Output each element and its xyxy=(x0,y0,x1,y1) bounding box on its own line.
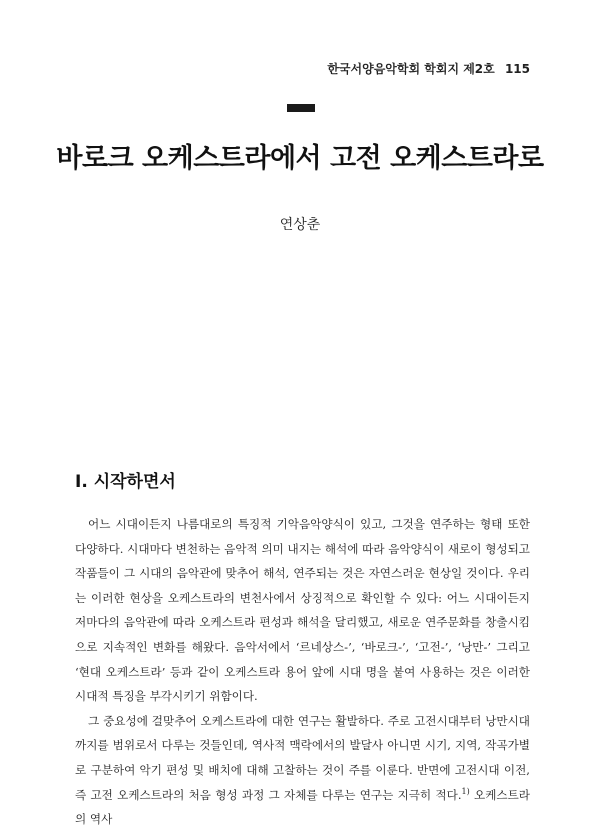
paragraph-2-text: 그 중요성에 걸맞추어 오케스트라에 대한 연구는 활발하다. 주로 고전시대부터 낭만시대까지를 범위로서 다루는 것들인데, 역사적 맥락에서의 발달사 아니면 시기, 지역, 작곡가별로 구분하여 악기 편성 및 배치에 대해 고찰하는 것이 주를 이룬다. 반면에 고전시대 이전, 즉 고전 오케스트라의 처음 형성 과정 그 자체를 다루는 연구는 지극히 적다. xyxy=(75,713,530,802)
author-name: 연상춘 xyxy=(279,217,321,233)
paragraph-1 xyxy=(75,512,530,709)
section-heading: I. 시작하면서 xyxy=(75,472,176,492)
paragraph-2-continuation: 오케스트라의 역사 xyxy=(75,787,530,827)
footnote-ref[interactable]: 1) xyxy=(461,786,470,796)
article-title: 바로크 오케스트라에서 고전 오케스트라로 xyxy=(56,143,544,174)
body-text xyxy=(75,512,530,832)
paragraph-2 xyxy=(75,709,530,832)
journal-name: 한국서양음악학회 학회지 제2호 xyxy=(327,62,495,76)
paragraph-1-text: 어느 시대이든지 나름대로의 특징적 기악음악양식이 있고, 그것을 연주하는 형태 또한 다양하다. 시대마다 변천하는 음악적 의미 내지는 해석에 따라 음악양식이 새로이 형성되고 작품들이 그 시대의 음악관에 맞추어 해석, 연주되는 것은 자연스러운 현상일 것이다. 우리는 이러한 현상을 오케스트라의 변천사에서 상징적으로 확인할 수 있다: 어느 시대이든지 저마다의 음악관에 따라 오케스트라 편성과 해석을 달리했고, 새로운 연주문화를 창출시킴으로 지속적인 변화를 해왔다. 음악서에서 ‘르네상스-’, ‘바로크-’, ‘고전-’, ‘낭만-’ 그리고 ‘현대 오케스트라’ 등과 같이 오케스트라 용어 앞에 시대 명을 붙여 사용하는 것은 이러한 시대적 특징을 부각시키기 위함이다. xyxy=(75,517,530,704)
title-dash-mark xyxy=(287,104,315,112)
running-head xyxy=(327,60,530,77)
page-number: 115 xyxy=(504,62,530,76)
